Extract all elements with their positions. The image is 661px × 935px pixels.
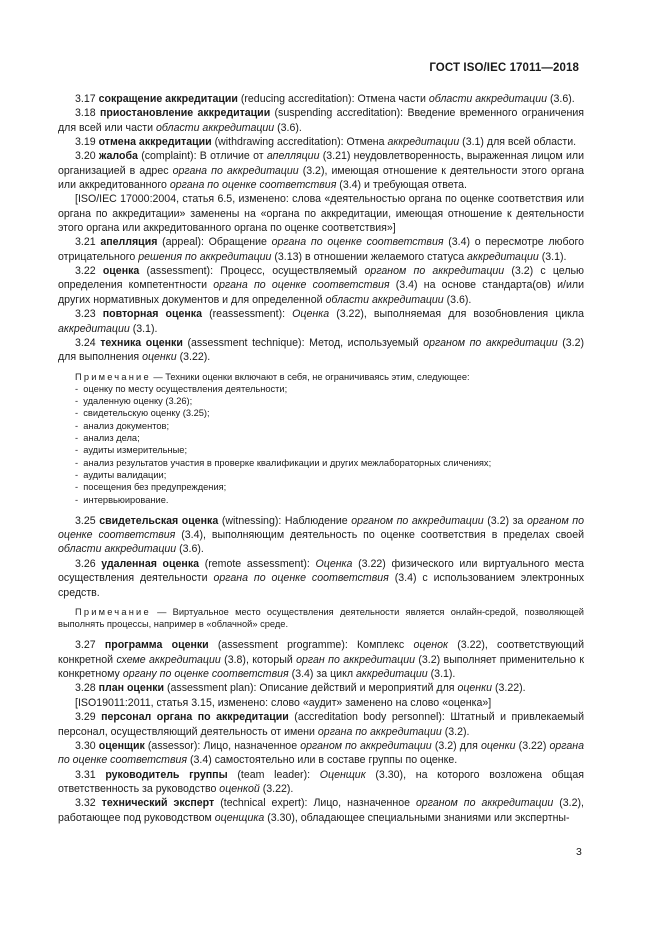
definition-text: (3.22), выполняемая для возобновления цикла [329,308,585,321]
definition-text: : В отличие от [193,150,267,163]
note-label: Примечание [75,371,151,382]
term-number: 3.28 [75,682,96,695]
term-reference: органа по оценке соответствия [169,179,337,192]
term-reference: органу по оценке соответствия [122,668,289,681]
definition-text: : Метод, используемый [301,336,424,349]
term-number: 3.29 [75,711,96,724]
definition-3-31 [58,768,584,797]
term-reference: орган по аккредитации [296,653,415,666]
term-name: повторная оценка [102,308,203,321]
term-number: 3.18 [75,107,96,120]
term-reference: решения по аккредитации [138,250,272,263]
term-english: (remote assessment) [204,557,307,570]
term-english: (team leader) [237,768,308,781]
term-reference: области аккредитации [325,293,444,306]
term-number: 3.26 [75,557,96,570]
source-reference-3-28: [ISO19011:2011, статья 3.15, изменено: слово «аудит» заменено на слово «оценка»] [75,696,492,709]
term-reference: органом по аккредитации [300,739,432,752]
term-english: (assessment technique) [187,336,302,349]
definition-text: (3.21) неудовлетворенность, выраженная лицом или организацией в адрес [58,150,585,177]
term-reference: области аккредитации [428,93,548,105]
term-name: руководитель группы [105,768,228,781]
list-item: - аудиты измерительные; [75,444,584,456]
definition-text: (3.6). [274,121,302,134]
definition-text: (3.30), на которого возложена общая ответственность за руководство [58,768,585,795]
term-name: сокращение аккредитации [98,93,238,105]
definition-text: : Описание действий и мероприятий для [253,682,458,695]
definition-text: (3.4) с использованием электронных средств. [58,572,584,599]
definition-text: : Наблюдение [278,514,352,527]
definition-3-25 [58,514,584,557]
term-english: (witnessing) [221,514,279,527]
source-reference-3-20: [ISO/IEC 17000:2004, статья 6.5, изменено: слова «деятельностью органа по оценке соответствия или органа по аккредитации» заменены на «органа по аккредитации, имеющая отношение к деятельности этого органа или аккредитованного органа по оценке соответствия»] [58,193,584,235]
term-english: (assessment) [146,265,211,278]
term-reference: Оценщик [319,768,366,781]
definition-text: (3.2) для [431,739,481,752]
term-number: 3.23 [75,308,96,321]
definition-text: (3.22). [176,351,211,364]
list-item: - посещения без предупреждения; [75,481,584,493]
definition-text: : Отмена [340,136,388,149]
definition-text: (3.2), работающее под руководством [58,797,584,824]
definition-text: (3.22) [515,739,550,752]
term-english: (technical expert) [220,797,305,810]
standard-header: ГОСТ ISO/IEC 17011—2018 [429,62,579,74]
definition-text: : Введение временного ограничения для всей или части [58,107,584,134]
definition-3-30 [58,739,584,768]
list-item: - анализ результатов участия в проверке квалификации и других межлабораторных сличениях; [75,457,584,469]
list-item: - аудиты валидации; [75,469,584,481]
term-name: свидетельская оценка [99,514,219,527]
definition-text: : Лицо, назначенное [197,739,301,752]
note-text: — Виртуальное место осуществления деятельности является онлайн-средой, позволяющей выполнять процессы, например в «облачной» среде. [58,606,584,630]
definition-3-20 [58,149,584,192]
term-english: (assessment programme) [217,639,345,652]
definition-text: (3.22). [259,782,294,795]
definition-text: : Обращение [201,236,272,249]
definition-text: : Штатный и привлекаемый персонал, осуществляющий деятельность от имени [58,711,584,738]
term-name: план оценки [98,682,165,695]
term-number: 3.31 [75,768,96,781]
term-english: (assessment plan) [166,682,254,695]
definition-3-24 [58,336,584,365]
definition-text: (3.4), выполняющим деятельность по оценке соответствия в пределах своей [175,529,584,542]
term-name: оценщик [98,739,145,752]
term-number: 3.32 [75,797,96,810]
definition-3-21 [58,235,584,264]
definition-text: (3.1). [538,250,567,263]
term-number: 3.19 [75,136,96,149]
term-number: 3.17 [75,93,96,105]
term-reference: Оценка [292,308,330,321]
definition-text: (3.22). [492,682,526,695]
term-reference: оценщика [214,811,265,824]
term-english: (appeal) [162,236,201,249]
term-reference: органа по оценке соответствия [271,236,444,249]
definition-text: (3.4) за цикл [288,668,356,681]
definition-3-27 [58,638,584,681]
term-number: 3.22 [75,265,96,278]
definition-3-29 [58,710,584,739]
term-english: (withdrawing accreditation) [214,136,341,149]
note-3-24 [58,371,584,383]
note-label: Примечание [75,606,151,617]
definition-3-18 [58,106,584,135]
term-name: отмена аккредитации [98,136,212,149]
term-name: жалоба [98,150,138,163]
term-name: техника оценки [100,336,183,349]
term-number: 3.27 [75,639,96,652]
term-name: оценка [102,265,140,278]
definition-text: : Лицо, назначенное [304,797,417,810]
term-reference: аккредитации [58,322,130,335]
term-reference: органа по аккредитации [317,725,442,738]
definition-3-19 [58,135,584,149]
term-number: 3.25 [75,514,96,527]
term-reference: органом по аккредитации [423,336,558,349]
definition-text: (3.2) для выполнения [58,336,585,364]
definition-text: (3.13) в отношении желаемого статуса [271,250,468,263]
term-reference: Оценка [315,557,353,570]
term-reference: органом по оценке соответствия [58,514,585,542]
term-english: (reassessment) [209,308,283,321]
definition-text: (3.30), обладающее специальными знаниями или экспертны- [264,811,570,824]
definition-3-28 [58,681,584,695]
definition-3-17 [58,92,584,106]
term-english: (reducing accreditation) [240,93,352,105]
definition-text: (3.1) для всей области. [459,136,577,149]
term-reference: органа по аккредитации [172,164,299,177]
definition-text: (3.1). [427,668,456,681]
term-reference: органом по аккредитации [416,797,554,810]
definition-text: : [306,557,316,570]
term-reference: оценкой [219,782,260,795]
definition-3-23 [58,307,584,336]
list-item: - анализ документов; [75,420,584,432]
definition-text: (3.6). [547,93,575,105]
term-name: персонал органа по аккредитации [101,711,289,724]
list-item: - удаленную оценку (3.26); [75,395,584,407]
definition-text: (3.4) на основе стандарта(ов) и/или других нормативных документов и для определенной [58,279,584,306]
term-number: 3.30 [75,739,96,752]
list-item: - оценку по месту осуществления деятельности; [75,383,584,395]
term-number: 3.24 [75,336,96,349]
term-number: 3.20 [75,150,96,163]
term-english: (assessor) [147,739,198,752]
term-reference: органа по оценке соответствия [213,279,390,292]
term-name: приостановление аккредитации [99,107,271,120]
term-reference: апелляции [266,150,320,163]
definition-text: (3.6). [176,543,204,556]
definition-text: (3.2) выполняет применительно к конкретному [58,653,584,681]
definition-text: (3.4) о пересмотре любого отрицательного [58,236,584,263]
term-english: (accreditation body personnel) [294,711,442,724]
term-name: программа оценки [104,639,209,652]
term-name: апелляция [100,236,158,249]
term-reference: области аккредитации [58,543,177,556]
definition-text: (3.2) с целью определения компетентности [58,265,584,292]
term-reference: оценки [142,351,177,364]
definition-text: : [282,308,293,321]
term-name: технический эксперт [101,797,215,810]
term-reference: органом по аккредитации [351,514,484,527]
term-reference: аккредитации [355,668,428,681]
definition-text: (3.22) физического или виртуального места осуществления деятельности [58,557,585,585]
definition-text: (3.22), соответствующий конкретной [58,639,584,666]
definition-text: (3.8), который [220,653,297,666]
term-reference: органом по аккредитации [364,265,505,278]
term-reference: аккредитации [467,250,539,263]
term-reference: области аккредитации [155,121,275,134]
note-text: — Техники оценки включают в себя, не ограничиваясь этим, следующее: [150,371,470,382]
term-number: 3.21 [75,236,96,249]
definition-text: (3.6). [443,293,472,306]
list-item: - интервьюирование. [75,494,584,506]
page-number: 3 [576,846,582,858]
definition-text: (3.1). [129,322,158,335]
term-reference: органа по оценке соответствия [213,572,389,585]
assessment-techniques-list [58,383,584,506]
term-reference: оценки [480,739,516,752]
definitions-section [58,92,584,825]
term-english: (complaint) [141,150,194,163]
term-reference: органа по оценке соответствия [58,739,584,767]
definition-text: (3.4) и требующая ответа. [336,179,467,192]
term-reference: оценки [457,682,493,695]
term-reference: аккредитации [387,136,460,149]
definition-3-26 [58,557,584,600]
note-3-26 [58,606,584,631]
definition-3-22 [58,264,584,307]
definition-text: : [307,768,320,781]
definition-text: (3.2) за [483,514,527,527]
definition-text: (3.4) самостоятельно или в составе группы по оценке. [187,754,458,767]
list-item: - анализ дела; [75,432,584,444]
definition-text: : Комплекс [344,639,414,652]
term-english: (suspending accreditation) [274,107,401,120]
term-reference: оценок [413,639,449,652]
definition-text: (3.2), имеющая отношение к деятельности этого органа или аккредитованного [58,164,585,192]
definition-text: (3.2). [441,725,470,738]
definition-3-32 [58,796,584,825]
term-name: удаленная оценка [101,557,200,570]
term-reference: схеме аккредитации [116,653,221,666]
definition-text: : Процесс, осуществляемый [210,265,365,278]
list-item: - свидетельскую оценку (3.25); [75,407,584,419]
definition-text: : Отмена части [351,93,429,105]
